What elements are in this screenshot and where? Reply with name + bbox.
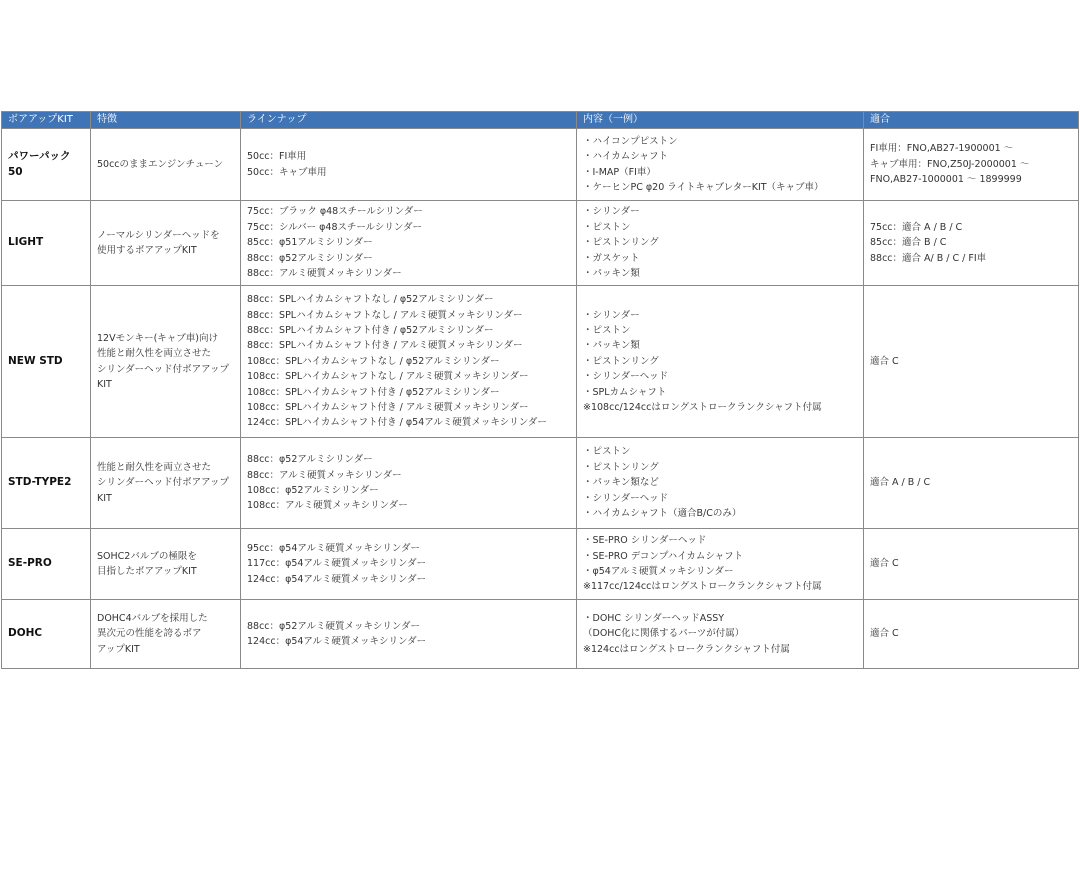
features-line: 12Vモンキー(キャブ車)向け	[97, 332, 219, 344]
contents-line: ・SE-PRO デコンプハイカムシャフト	[583, 550, 744, 562]
contents-line: ・シリンダー	[583, 206, 640, 218]
contents-line: ・ピストン	[583, 324, 631, 336]
kit-name-cell: SE-PRO	[2, 529, 91, 600]
contents-line: ・ハイカムシャフト（適合B/Cのみ）	[583, 508, 742, 520]
lineup-line: 88cc：φ52アルミシリンダー	[247, 252, 373, 264]
lineup-line: 124cc：φ54アルミ硬質メッキシリンダー	[247, 636, 427, 647]
lineup-line: 88cc：SPLハイカムシャフト付き / φ52アルミシリンダー	[247, 324, 494, 336]
fit-line: 75cc：適合 A / B / C	[870, 221, 963, 233]
lineup-line: 108cc：SPLハイカムシャフトなし / アルミ硬質メッキシリンダー	[247, 371, 529, 383]
contents-line: ・シリンダー	[583, 309, 640, 321]
contents-line: ・シリンダーヘッド	[583, 492, 669, 504]
features-line: KIT	[97, 492, 112, 504]
features-line: シリンダーヘッド付ボアアップ	[97, 363, 229, 375]
fit-line: FNO,AB27-1000001 ～ 1899999	[870, 174, 1022, 186]
fit-cell	[864, 438, 1079, 529]
lineup-line: 50cc：キャブ車用	[247, 166, 327, 178]
fit-cell	[864, 286, 1079, 438]
contents-line: ・ガスケット	[583, 252, 640, 264]
fit-line: 適合 C	[870, 558, 899, 570]
contents-line: ・SPLカムシャフト	[583, 386, 667, 398]
contents-line: ・I-MAP（FI車）	[583, 166, 656, 178]
lineup-line: 88cc：アルミ硬質メッキシリンダー	[247, 268, 402, 280]
features-cell	[91, 286, 241, 438]
features-line: 50ccのままエンジンチューン	[97, 158, 224, 170]
contents-cell	[577, 286, 864, 438]
lineup-line: 124cc：SPLハイカムシャフト付き / φ54アルミ硬質メッキシリンダー	[247, 417, 547, 429]
lineup-line: 108cc：SPLハイカムシャフト付き / φ52アルミシリンダー	[247, 386, 500, 398]
contents-line: ・ピストン	[583, 446, 631, 458]
lineup-cell	[241, 201, 577, 286]
kit-name-cell: DOHC	[2, 600, 91, 669]
features-line: 性能と耐久性を両立させた	[97, 348, 212, 360]
fit-line: 88cc：適合 A/ B / C / FI車	[870, 252, 987, 264]
lineup-line: 108cc：SPLハイカムシャフト付き / アルミ硬質メッキシリンダー	[247, 402, 529, 414]
features-line: 目指したボアアップKIT	[97, 566, 197, 577]
lineup-line: 50cc：FI車用	[247, 151, 307, 163]
lineup-line: 95cc：φ54アルミ硬質メッキシリンダー	[247, 542, 421, 554]
contents-cell	[577, 600, 864, 669]
lineup-line: 75cc：シルバー φ48スチールシリンダー	[247, 221, 423, 233]
lineup-cell	[241, 600, 577, 669]
features-line: アップKIT	[97, 643, 140, 655]
features-cell	[91, 529, 241, 600]
features-line: DOHC4バルブを採用した	[97, 612, 208, 624]
table-row	[2, 129, 1079, 201]
features-cell	[91, 129, 241, 201]
contents-line: ※108cc/124ccはロングストロークランクシャフト付属	[583, 402, 822, 414]
lineup-line: 108cc：φ52アルミシリンダー	[247, 485, 379, 496]
lineup-cell	[241, 438, 577, 529]
lineup-line: 88cc：φ52アルミシリンダー	[247, 454, 373, 466]
contents-line: （DOHC化に関係するパーツが付属）	[583, 628, 745, 640]
lineup-line: 88cc：SPLハイカムシャフトなし / アルミ硬質メッキシリンダー	[247, 309, 523, 321]
features-line: ノーマルシリンダーヘッドを	[97, 229, 220, 241]
features-cell	[91, 438, 241, 529]
bore-up-kit-table-container	[1, 111, 1078, 669]
fit-cell	[864, 201, 1079, 286]
table-body	[2, 129, 1079, 669]
features-line: 性能と耐久性を両立させた	[97, 461, 212, 473]
kit-name-cell: LIGHT	[2, 201, 91, 286]
kit-name-cell: パワーパック50	[2, 129, 91, 201]
contents-line: ・ハイコンプピストン	[583, 135, 678, 147]
fit-line: FI車用：FNO,AB27-1900001 ～	[870, 143, 1014, 155]
header-fit: 適合	[864, 112, 1079, 129]
table-row	[2, 600, 1079, 669]
fit-line: キャブ車用：FNO,Z50J-2000001 ～	[870, 158, 1030, 170]
fit-line: 85cc：適合 B / C	[870, 237, 947, 249]
contents-line: ・ピストンリング	[583, 237, 659, 249]
contents-line: ・シリンダーヘッド	[583, 371, 669, 383]
contents-line: ・ピストンリング	[583, 461, 659, 473]
lineup-line: 88cc：φ52アルミ硬質メッキシリンダー	[247, 620, 421, 632]
header-contents: 内容（一例）	[577, 112, 864, 129]
table-row	[2, 529, 1079, 600]
contents-line: ・パッキン類	[583, 268, 640, 280]
kit-name-cell: NEW STD	[2, 286, 91, 438]
contents-line: ・DOHC シリンダーヘッドASSY	[583, 612, 725, 624]
lineup-line: 124cc：φ54アルミ硬質メッキシリンダー	[247, 573, 427, 585]
table-row	[2, 286, 1079, 438]
features-line: 異次元の性能を誇るボア	[97, 628, 202, 640]
features-line: SOHC2バルブの極限を	[97, 550, 197, 562]
fit-line: 適合 C	[870, 355, 899, 367]
lineup-line: 108cc：SPLハイカムシャフトなし / φ52アルミシリンダー	[247, 355, 500, 367]
lineup-line: 85cc：φ51アルミシリンダー	[247, 237, 373, 249]
fit-line: 適合 C	[870, 628, 899, 640]
contents-line: ※124ccはロングストロークランクシャフト付属	[583, 643, 790, 655]
contents-cell	[577, 438, 864, 529]
fit-cell	[864, 529, 1079, 600]
contents-line: ・φ54アルミ硬質メッキシリンダー	[583, 566, 734, 577]
contents-line: ・パッキン類など	[583, 477, 659, 489]
contents-cell	[577, 201, 864, 286]
fit-cell	[864, 600, 1079, 669]
contents-cell	[577, 529, 864, 600]
lineup-line: 117cc：φ54アルミ硬質メッキシリンダー	[247, 558, 427, 570]
lineup-line: 75cc：ブラック φ48スチールシリンダー	[247, 206, 423, 218]
features-line: KIT	[97, 378, 112, 390]
table-row	[2, 438, 1079, 529]
fit-line: 適合 A / B / C	[870, 477, 931, 489]
header-kit: ボアアップKIT	[2, 112, 91, 129]
contents-line: ・ピストンリング	[583, 355, 659, 367]
kit-name-cell: STD-TYPE2	[2, 438, 91, 529]
features-cell	[91, 600, 241, 669]
contents-line: ・パッキン類	[583, 340, 640, 352]
fit-cell	[864, 129, 1079, 201]
lineup-cell	[241, 286, 577, 438]
contents-line: ・ピストン	[583, 221, 631, 233]
header-lineup: ラインナップ	[241, 112, 577, 129]
lineup-cell	[241, 529, 577, 600]
lineup-line: 88cc：アルミ硬質メッキシリンダー	[247, 469, 402, 481]
features-line: シリンダーヘッド付ボアアップ	[97, 477, 229, 489]
contents-line: ※117cc/124ccはロングストロークランクシャフト付属	[583, 581, 822, 593]
features-line: 使用するボアアップKIT	[97, 245, 197, 256]
bore-up-kit-table	[1, 111, 1079, 669]
contents-cell	[577, 129, 864, 201]
contents-line: ・ケーヒンPC φ20 ライトキャブレターKIT（キャブ車）	[583, 181, 824, 193]
lineup-line: 88cc：SPLハイカムシャフトなし / φ52アルミシリンダー	[247, 294, 494, 306]
lineup-line: 88cc：SPLハイカムシャフト付き / アルミ硬質メッキシリンダー	[247, 340, 523, 352]
header-features: 特徴	[91, 112, 241, 129]
lineup-cell	[241, 129, 577, 201]
contents-line: ・ハイカムシャフト	[583, 151, 669, 163]
table-header-row	[2, 112, 1079, 129]
contents-line: ・SE-PRO シリンダーヘッド	[583, 535, 707, 547]
table-row	[2, 201, 1079, 286]
features-cell	[91, 201, 241, 286]
lineup-line: 108cc：アルミ硬質メッキシリンダー	[247, 500, 408, 512]
